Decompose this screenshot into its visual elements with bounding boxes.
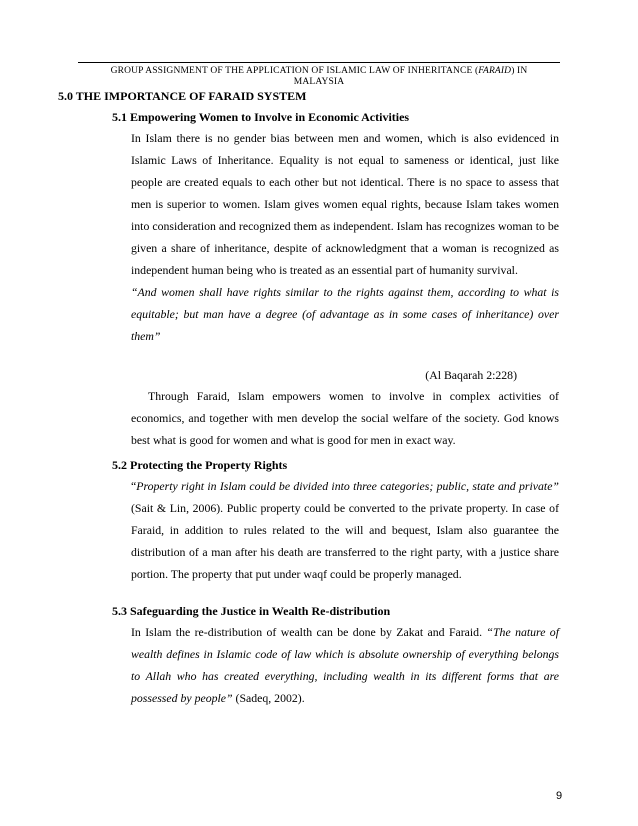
subsection-title-5-3: 5.3 Safeguarding the Justice in Wealth Re-distribution xyxy=(112,604,391,618)
paragraph-5-1-intro xyxy=(131,127,559,347)
paragraph-lead: In Islam the re-distribution of wealth can be done by Zakat and Faraid. xyxy=(131,625,487,639)
paragraph-text xyxy=(131,621,559,709)
citation: (Sadeq, 2002). xyxy=(232,691,305,705)
header-line1-post: ) IN xyxy=(511,66,528,76)
paragraph-text: “Property right in Islam could be divided into three categories; public, state and private” (Sait & Lin, 2006). Public property could be converted to the private property. In case of Faraid, in addition to rules related to the will and bequest, Islam also guarantee the distribution of a man after his death are transferred to the right party, with a justice share portion. The property that put under waqf could be properly managed. xyxy=(131,479,559,581)
quote-text: “The nature of wealth defines in Islamic code of law which is absolute ownership of everything belongs to Allah who has created everything, including wealth in its different forms that are possessed by people” xyxy=(131,625,559,705)
quote-text: Property right in Islam could be divided into three categories; public, state and private” xyxy=(136,479,559,493)
header-line1-em: FARAID xyxy=(478,66,512,76)
quote-reference: (Al Baqarah 2:228) xyxy=(425,368,517,382)
paragraph-5-3 xyxy=(131,621,559,709)
section-title: 5.0 THE IMPORTANCE OF FARAID SYSTEM xyxy=(58,89,307,103)
running-header xyxy=(78,66,560,88)
header-line2: MALAYSIA xyxy=(293,77,345,87)
quran-quote xyxy=(131,281,559,347)
quote-text: “And women shall have rights similar to the rights against them, according to what is equitable; but man have a degree (of advantage as in some cases of inheritance) over them” xyxy=(131,285,559,343)
paragraph-5-2 xyxy=(131,475,559,585)
header-rule xyxy=(78,62,560,63)
subsection-title-5-1: 5.1 Empowering Women to Involve in Economic Activities xyxy=(112,110,410,124)
subsection-title-5-2: 5.2 Protecting the Property Rights xyxy=(112,458,288,472)
paragraph-text: Through Faraid, Islam empowers women to involve in complex activities of economics, and together with men develop the social welfare of the society. God knows best what is good for women and what is good for men in exact way. xyxy=(131,389,559,447)
paragraph-text: In Islam there is no gender bias between men and women, which is also evidenced in Islamic Laws of Inheritance. Equality is not equal to sameness or identical, just like people are created equals to each other but not identical. There is no space to assess that men is superior to women. Islam gives women equal rights, because Islam takes women into consideration and recognized them as independent. Islam has recognizes woman to be given a share of inheritance, despite of acknowledgment that a woman is recognized as independent human being who is treated as an essential part of humanity survival. xyxy=(131,131,559,277)
page-number: 9 xyxy=(556,790,563,802)
paragraph-5-1-faraid xyxy=(131,385,559,451)
header-line1-pre: GROUP ASSIGNMENT OF THE APPLICATION OF ISLAMIC LAW OF INHERITANCE ( xyxy=(110,66,479,76)
paragraph-rest: (Sait & Lin, 2006). Public property could be converted to the private property. In case of Faraid, in addition to rules related to the will and bequest, Islam also guarantee the distribution of a man after his death are transferred to the right party, with a justice share portion. The property that put under waqf could be properly managed. xyxy=(131,501,559,581)
